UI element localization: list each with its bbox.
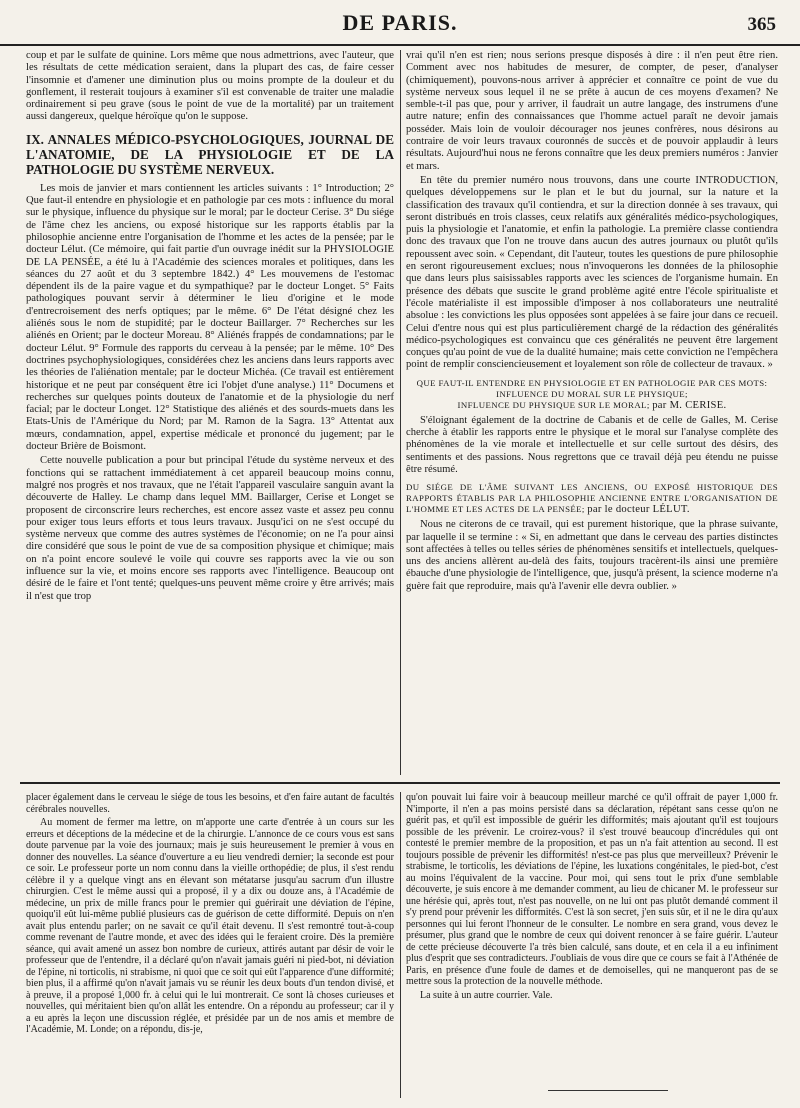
cerise-subheading-line3-wrap: [406, 400, 778, 411]
lelut-paragraph: Nous ne citerons de ce travail, qui est purement historique, que la phrase suivante, par laquelle il se termine : « Si, en admettant que dans le cerveau des parties distinctes sont affectées à telles ou telles séries de phénomènes sensitifs et intellectuels, quelques-uns des anciens allèrent au-delà des faits, toujours tracèrent-ils ainsi une première ébauche d'une physiologie de l'intelligence, que, jusqu'à présent, la science moderne n'a guère fait que reproduire, mais qu'à l'avenir elle devra oublier. »: [406, 519, 778, 592]
cerise-subheading-line3: INFLUENCE DU PHYSIQUE SUR LE MORAL;: [457, 399, 650, 410]
article-list-paragraph: Les mois de janvier et mars contiennent les articles suivants : 1° Introduction; 2° Que faut-il entendre en physiologie et en pathologie par ces mots : influence du moral sur le physique, influence du physique sur le moral; par le docteur Cerise. 3° Du siége de l'âme chez les anciens, ou exposé historique sur les rapports établis par la philosophie ancienne entre l'organisation de l'homme et les actes de la pensée; par le docteur Lélut. (Ce mémoire, qui fait partie d'un ouvrage inédit sur la PHYSIOLOGIE DE LA PENSÉE, a été lu à l'Académie des sciences morales et politiques, dans les séances du 27 août et du 3 septembre 1842.) 4° Les mouvemens de l'estomac dépendent ils de la paire vague et du sympathique? par le docteur Longet. 5° Faits pathologiques pouvant servir à déterminer le lieu d'origine et le mode d'entrecroisement des nerfs optiques; par le même. 6° De l'état désigné chez les aliénés sous le nom de stupidité; par le docteur Baillarger. 7° Recherches sur les aliénés en Orient; par le docteur Moreau. 8° Aliénés frappés de condamnations; par le docteur Lélut. 9° Formule des rapports du cerveau à la pensée; par le même. 10° Des doctrines psychophysiologiques, considérées chez les anciens dans leurs rapports avec les théories de l'aliénation mentale; par le docteur Michéa. (Ce travail est entièrement historique et ne peut par conséquent être ici l'objet d'une analyse.) 11° Documens et recherches sur quelques points douteux de l'anatomie et de la physiologie du nerf facial; par le docteur Longet. 12° Statistique des aliénés et des sourds-muets dans les Etats-Unis de l'Amérique du Nord; par M. Ramon de la Sagra. 13° Attentat aux mœurs, condamnation, appel, expertise médicale et prononcé du jugement; par le docteur Brière de Boismont.: [26, 182, 394, 453]
lower-right-column: [406, 792, 778, 1098]
cerise-subheading-author: par M. CERISE.: [652, 399, 727, 411]
continued-paragraph: vrai qu'il n'en est rien; nous serions presque disposés à dire : il n'en peut être rien. Comment avec nos habitudes de mesurer, de compter, de peser, d'analyser (chimiquement), pouvons-nous arriver à apprécier et connaître ce point de vue du système nerveux sous lequel il ne se prête à aucun de ces moyens d'examen? Ne semble-t-il pas que, pour y arriver, il faudrait un autre langage, des instrumens d'une autre nature; enfin des connaissances que l'homme actuel paraît ne devoir jamais posséder. Mais loin de vouloir décourager nos jeunes confrères, nous désirons au contraire de voir leurs travaux couronnés de succès et de pouvoir applaudir à leurs résultats. Aujourd'hui nous ne ferons connaître que les deux premiers numéros : Janvier et mars.: [406, 50, 778, 172]
lelut-subheading: [406, 482, 778, 515]
running-title: DE PARIS.: [342, 10, 458, 35]
section-heading: IX. ANNALES MÉDICO-PSYCHOLOGIQUES, JOURNAL DE L'ANATOMIE, DE LA PHYSIOLOGIE ET DE LA PATHOLOGIE DU SYSTÈME NERVEUX.: [26, 131, 394, 177]
cerise-subheading: [406, 378, 778, 411]
lower-left-paragraph-1: Au moment de fermer ma lettre, on m'apporte une carte d'entrée à un cours sur les erreurs et déceptions de la médecine et de la chirurgie. L'annonce de ce cours vous est sans doute parvenue par la voie des journaux; mais je suis heureusement le premier à vous en donner des nouvelles. La séance d'ouverture a eu lieu vendredi dernier; la seconde est pour ce soir. Le professeur porte un nom connu dans la vieille orthopédie; de plus, il s'est rendu célèbre il y a quelque vingt ans en élevant son métatarse jusqu'au sacrum d'un illustre chirurgien. C'est le même aussi qui a proposé, il y a dix ou douze ans, à l'Académie de médecine, un prix de mille francs pour le premier qui guérirait une déviation de l'épine, quoiqu'il eût lui-même publié plusieurs cas de guérison de cette difformité. Depuis on n'en avait plus entendu parler; on ne savait ce qu'il était devenu. Il s'est remontré tout-à-coup comme revenant de l'autre monde, et avec des idées qui le feraient croire. Dès la première séance, qui avait amené un assez bon nombre de curieux, attirés autant par désir de voir le professeur que de l'entendre, il a déclaré qu'on n'avait jamais guéri ni pied-bot, ni déviation de l'épine, ni torticolis, ni strabisme, ni quoi que ce soit qui eût l'apparence d'une difformité; bien plus, il a affirmé qu'on n'avait jamais vu se réunir les deux bouts d'un tendon divisé, et à preuve, il a proposé 1,000 fr. à celui qui le lui montrerait. Ce sont là choses curieuses et nouvelles, qui méritaient bien qu'on allât les entendre. On a répondu au professeur; car il y a eu après la leçon une discussion réglée, et présidée par un de nos amis et membre de l'Académie, M. Londe; on a répondu, dis-je,: [26, 817, 394, 1035]
cerise-subheading-line2: INFLUENCE DU MORAL SUR LE PHYSIQUE;: [496, 388, 688, 399]
intro-paragraph: coup et par le sulfate de quinine. Lors même que nous admettrions, avec l'auteur, que les résultats de cette médication seraient, dans la plupart des cas, de faire cesser l'insomnie et d'amener une diminution plus ou moins prompte de la douleur et du gonflement, il resterait toujours à examiner s'il est convenable de traiter une maladie ordinairement si peu grave (sous le point de vue de la mortalité) par un traitement aussi dangereux, quelque héroïque qu'on le suppose.: [26, 50, 394, 123]
lelut-subheading-author: par le docteur LÉLUT.: [587, 504, 690, 516]
lower-right-paragraph-1: La suite à un autre courrier. Vale.: [420, 989, 553, 1001]
lelut-subheading-text: DU SIÉGE DE L'ÂME SUIVANT LES ANCIENS, OU EXPOSÉ HISTORIQUE DES RAPPORTS ÉTABLIS PAR LA PHILOSOPHIE ANCIENNE ENTRE L'ORGANISATION DE L'HOMME ET LES ACTES DE LA PENSÉE;: [406, 482, 778, 515]
cerise-subheading-line1: QUE FAUT-IL ENTENDRE EN PHYSIOLOGIE ET EN PATHOLOGIE PAR CES MOTS:: [416, 377, 768, 388]
upper-right-column: [406, 50, 778, 775]
running-head: [0, 0, 800, 46]
upper-left-column: [26, 50, 394, 775]
section-divider-rule: [20, 782, 780, 784]
cerise-paragraph: S'éloignant également de la doctrine de Cabanis et de celle de Galles, M. Cerise cherche à établir les rapports entre le physique et le moral sur l'analyse complète des phénomènes de la vie morale et intellectuelle et sur celle surtout des désirs, des sentiments et des passions. Nous regrettons que ce travail déjà peu étendu ne puisse être résumé.: [406, 414, 778, 475]
lower-column-divider: [400, 792, 401, 1098]
closing-rule: [548, 1090, 668, 1091]
upper-column-divider: [400, 50, 401, 775]
introduction-paragraph: En tête du premier numéro nous trouvons, dans une courte INTRODUCTION, quelques développemens sur le plan et le but du journal, sur la nature et la classification des travaux qu'il contiendra, et sur la direction donnée à ses travaux, qui seront distribués en trois classes, ceux relatifs aux généralités médico-psychologiques, puis la physiologie et l'anatomie, et enfin la pathologie. La première classe contiendra donc des travaux que l'on ne trouve dans aucun des autres journaux ou plutôt qu'ils repoussent avec soin. « Cependant, dit l'auteur, toutes les questions de pure philosophie en seront rigoureusement exclues; nous n'invoquerons les données de la philosophie que dans leurs plus saisissables rapports avec les sciences de l'organisme humain. En présence des débats que suscite le grand problème agité entre l'école spiritualiste et l'école matérialiste il est impossible d'imposer à nos collaborateurs une neutralité absolue : les convictions les plus opposées sont appelées à se faire jour dans ce recueil. Celui d'entre nous qui est plus particulièrement chargé de la rédaction des généralités médico-psychologiques est convaincu que ces généralités ne peuvent être largement conçues qu'au point de vue de la dualité humaine; mais cette conviction ne l'empêchera point de remplir consciencieusement et loyalement son rôle de collecteur de travaux. »: [406, 174, 778, 371]
page-number: 365: [747, 14, 776, 35]
lower-right-paragraph-0: qu'on pouvait lui faire voir à beaucoup meilleur marché ce qu'il offrait de payer 1,000 fr. N'importe, il n'en a pas moins persisté dans sa déclaration, répétant sans cesse qu'on ne guérit pas, et qu'il est impossible de guérir les difformités; mais ajoutant qu'il est toujours possible de les prévenir. Le croirez-vous? il s'est trouvé beaucoup d'incrédules qui ont contesté le premier membre de la proposition, et pas un n'a fait attention au second. Il est toujours possible de prévenir les difformités! n'est-ce pas plus que merveilleux? Prévenir le strabisme, le torticolis, les déviations de l'épine, les luxations congénitales, le pied-bot, c'est au moins l'équivalent de la vaccine. Pour moi, qui sens tout le prix d'une semblable découverte, je suis encore à me demander comment, au lieu de chicaner M. le professeur sur une hérésie qui, après tout, n'est pas nouvelle, on ne lui ont pas plutôt demandé comment il s'y prend pour prévenir les difformités. C'est là son secret, j'en suis sûr, et il ne le dira qu'aux personnes qui lui feront l'honneur de le consulter. Le nombre en sera grand, vous devez le présumer, plus grand que le nombre de ceux qui doivent renoncer à se faire guérir. L'auteur de cette précieuse découverte l'a très bien calculé, sans doute, et en cela il a eu infiniment plus d'esprit que ses contradicteurs. J'oubliais de vous dire que ce cours se fait à l'Athénée de Paris, en présence d'une foule de dames et de demoiselles, qui ne manqueront pas de se mettre sous la protection de la nouvelle méthode.: [406, 792, 778, 987]
lower-left-column: [26, 792, 394, 1098]
lower-left-paragraph-0: placer également dans le cerveau le siége de tous les besoins, et d'en faire autant de facultés cérébrales nouvelles.: [26, 792, 394, 815]
publication-paragraph: Cette nouvelle publication a pour but principal l'étude du système nerveux et des fonctions qui se rattachent immédiatement à cet appareil beaucoup moins connu, malgré nos progrès et nos travaux, que ne l'était l'appareil vasculaire sanguin avant la découverte de Halley. Le champ dans lequel MM. Baillarger, Cerise et Longet se proposent de circonscrire leurs recherches, est encore assez vaste et assez peu connu pour exiger tous leurs efforts et tous leurs travaux. Jusqu'ici on ne s'est occupé du système nerveux que comme des autres systèmes de l'économie; on ne l'a pour ainsi dire considéré que sous le point de vue de sa composition physique et chimique; mais on n'a point encore soulevé le voile qui couvre ses rapports avec la vie ou son influence sur la vie, et moins encore ses rapports avec l'intelligence. Beaucoup ont désiré de le faire et l'ont tenté; quelques-uns peuvent même croire y être arrivés; mais il n'est que trop: [26, 455, 394, 602]
